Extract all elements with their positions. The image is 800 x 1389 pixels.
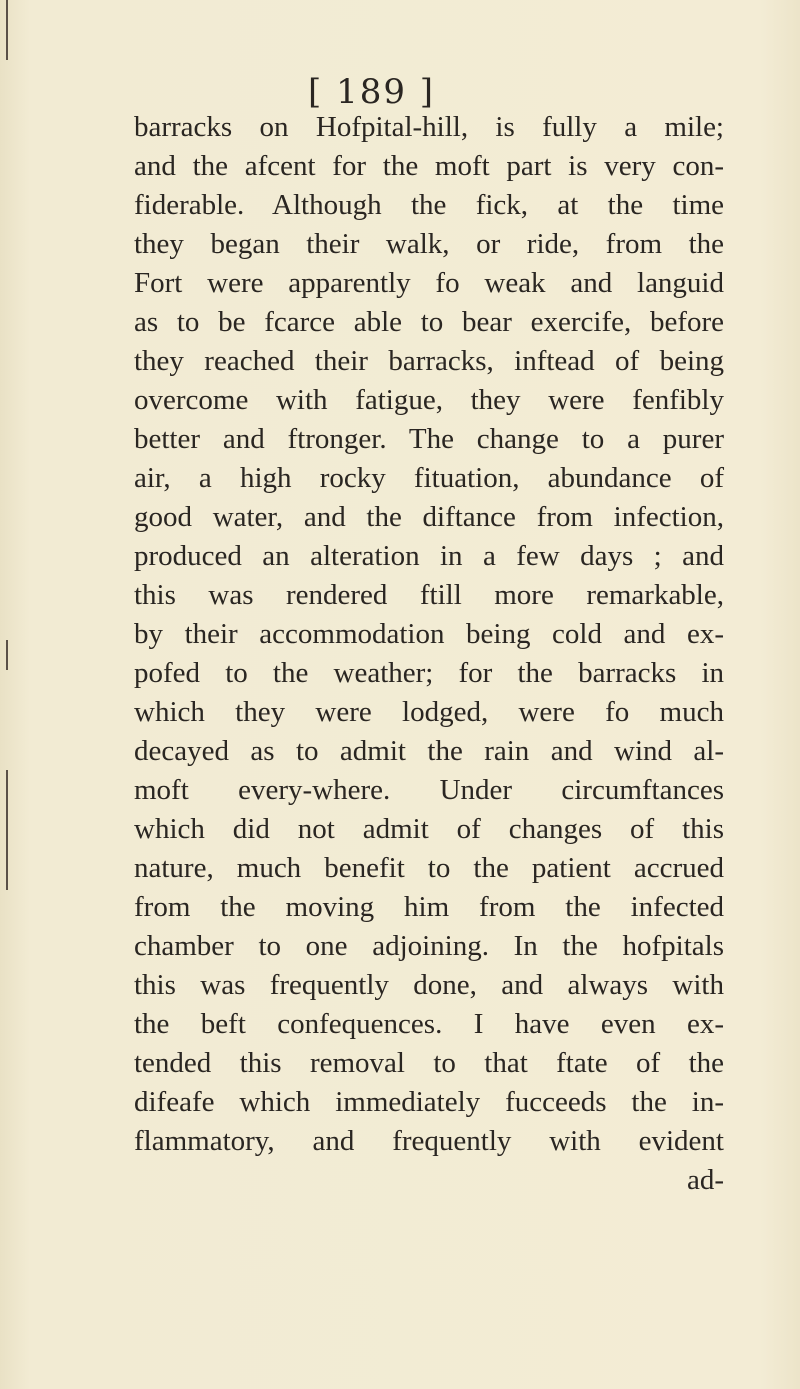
text-line: air, a high rocky fituation, abundance of <box>134 462 724 494</box>
body-text <box>134 108 724 1200</box>
text-line: tended this removal to that ftate of the <box>134 1047 724 1079</box>
text-line: produced an alteration in a few days ; and <box>134 540 724 572</box>
text-line: overcome with fatigue, they were fenfibly <box>134 384 724 416</box>
page-edge-mark <box>6 0 8 60</box>
text-line: this was frequently done, and always with <box>134 969 724 1001</box>
text-line: difeafe which immediately fucceeds the in- <box>134 1086 724 1118</box>
text-line: moft every-where. Under circumftances <box>134 774 724 806</box>
text-line: nature, much benefit to the patient accrued <box>134 852 724 884</box>
text-line: as to be fcarce able to bear exercife, before <box>134 306 724 338</box>
text-line: better and ftronger. The change to a purer <box>134 423 724 455</box>
text-line: this was rendered ftill more remarkable, <box>134 579 724 611</box>
text-line: flammatory, and frequently with evident <box>134 1125 724 1157</box>
text-line: and the afcent for the moft part is very con- <box>134 150 724 182</box>
text-line: from the moving him from the infected <box>134 891 724 923</box>
text-line: chamber to one adjoining. In the hofpitals <box>134 930 724 962</box>
text-line: barracks on Hofpital-hill, is fully a mile; <box>134 111 724 143</box>
page-edge-mark <box>6 640 8 670</box>
catchword: ad- <box>686 1164 724 1196</box>
text-line: decayed as to admit the rain and wind al- <box>134 735 724 767</box>
text-line: which did not admit of changes of this <box>134 813 724 845</box>
text-line: the beft confequences. I have even ex- <box>134 1008 724 1040</box>
text-line: fiderable. Although the fick, at the time <box>134 189 724 221</box>
page-number: [ 189 ] <box>308 72 436 112</box>
page-edge-mark <box>6 770 8 890</box>
text-line: which they were lodged, were fo much <box>134 696 724 728</box>
text-line: good water, and the diftance from infection, <box>134 501 724 533</box>
text-line: by their accommodation being cold and ex- <box>134 618 724 650</box>
text-line: they reached their barracks, inftead of being <box>134 345 724 377</box>
text-line: Fort were apparently fo weak and languid <box>134 267 724 299</box>
text-line: pofed to the weather; for the barracks in <box>134 657 724 689</box>
text-line: they began their walk, or ride, from the <box>134 228 724 260</box>
